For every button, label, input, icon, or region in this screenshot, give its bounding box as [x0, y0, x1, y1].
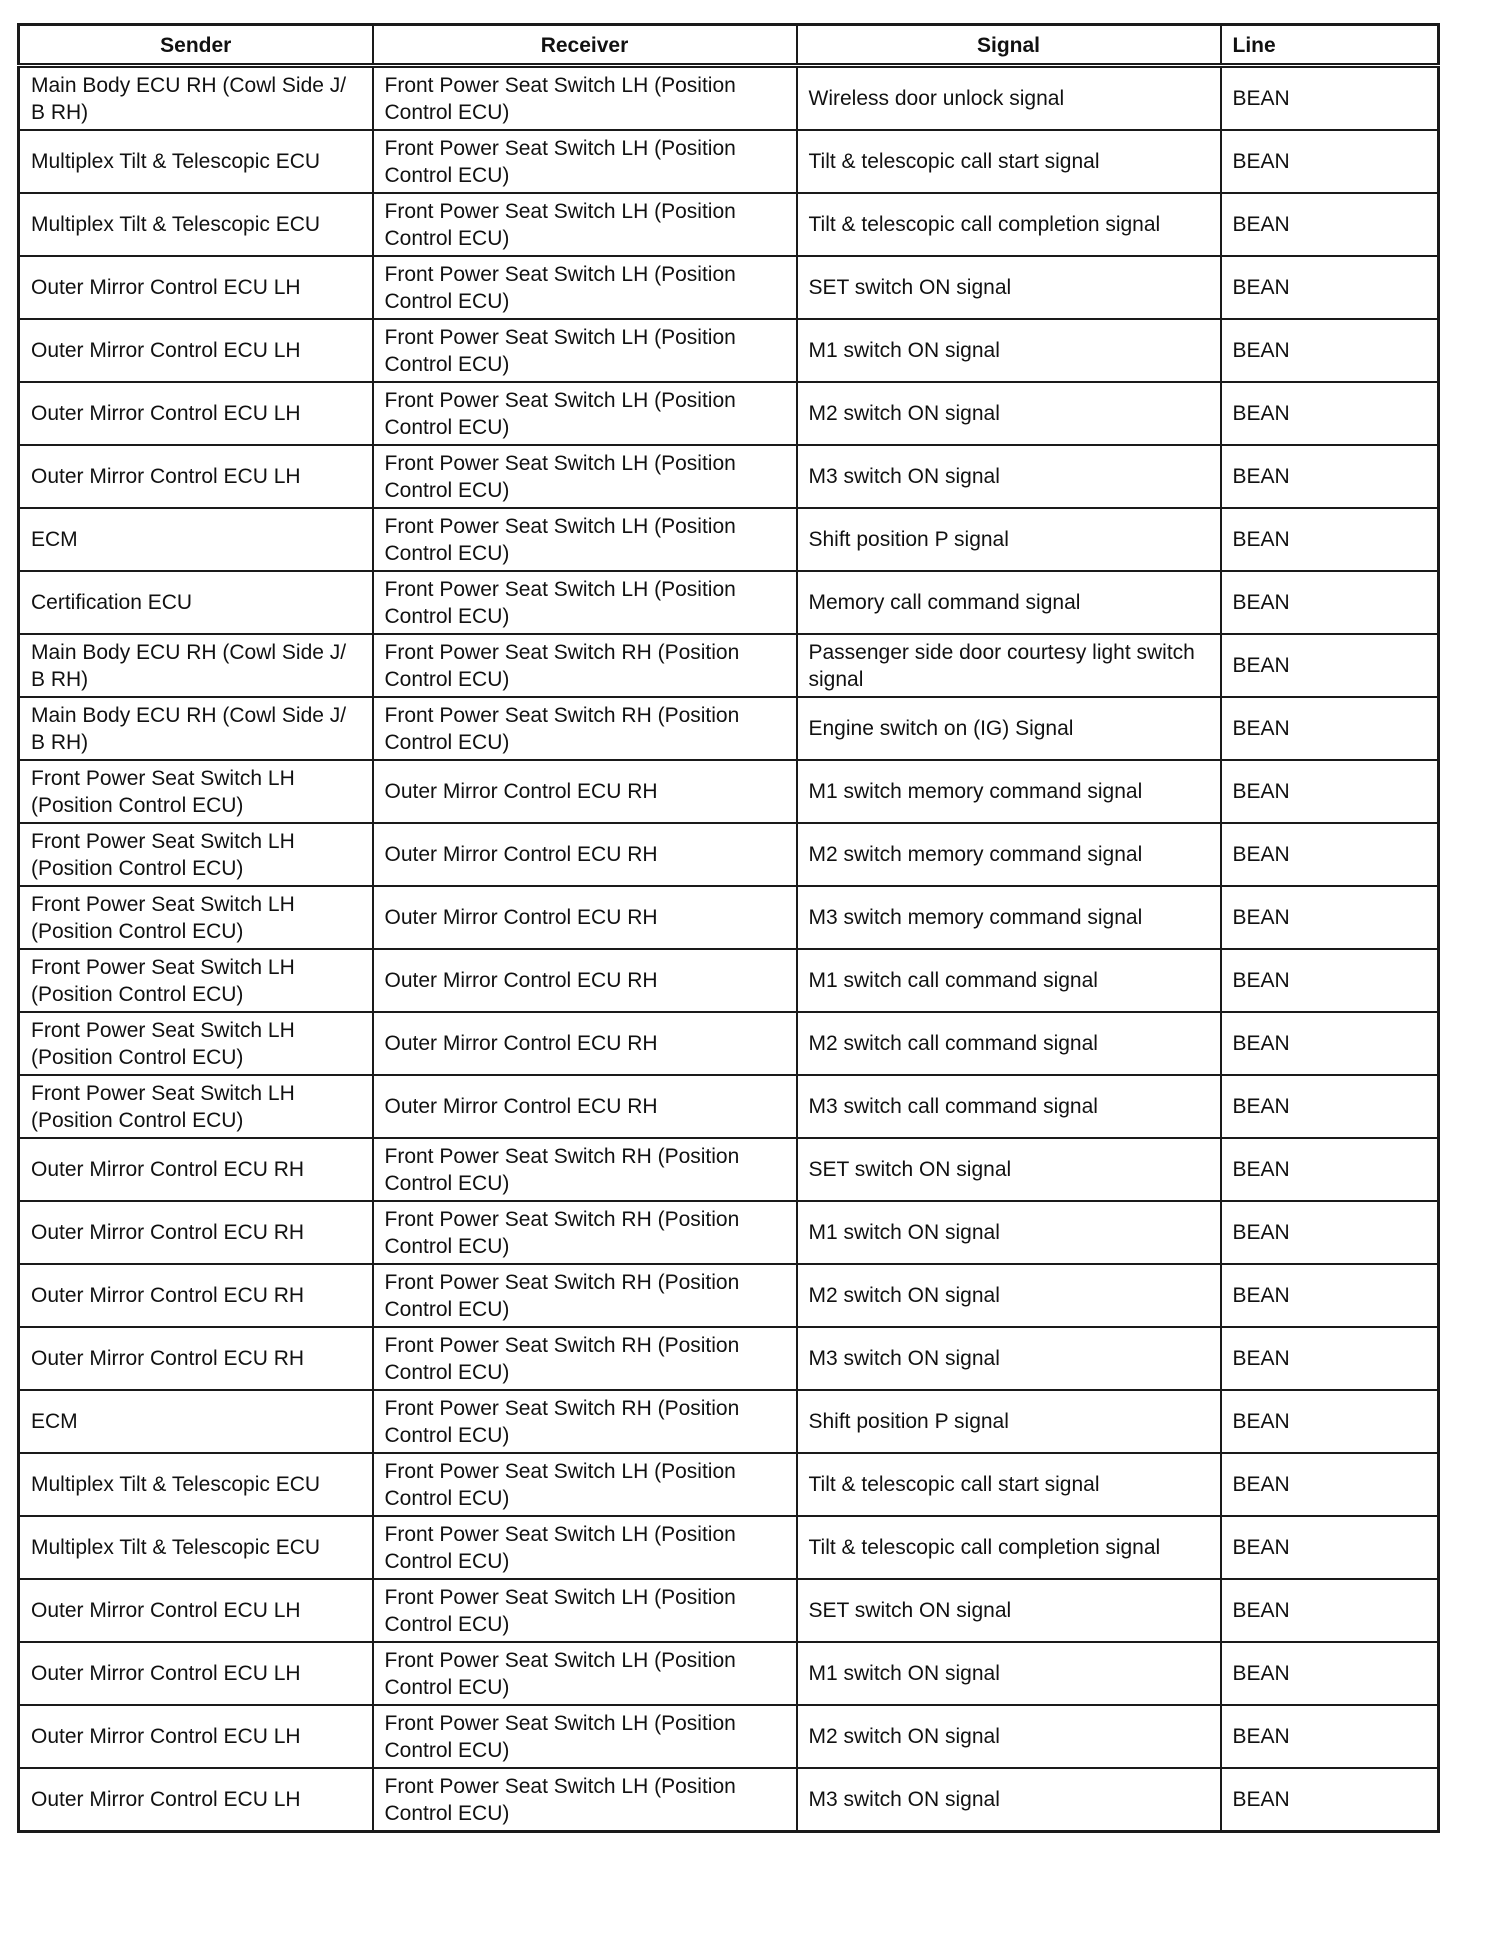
receiver-cell: Front Power Seat Switch LH (Position Control ECU)	[373, 66, 797, 131]
receiver-cell: Front Power Seat Switch LH (Position Control ECU)	[373, 571, 797, 634]
receiver-cell: Outer Mirror Control ECU RH	[373, 1012, 797, 1075]
table-row	[19, 1705, 1439, 1768]
header-line: Line	[1221, 25, 1439, 66]
sender-cell: Front Power Seat Switch LH (Position Control ECU)	[19, 949, 373, 1012]
table-row	[19, 508, 1439, 571]
signal-cell: M3 switch call command signal	[797, 1075, 1221, 1138]
table-row	[19, 1768, 1439, 1832]
line-cell: BEAN	[1221, 1705, 1439, 1768]
signal-cell: SET switch ON signal	[797, 256, 1221, 319]
table-row	[19, 445, 1439, 508]
line-cell: BEAN	[1221, 571, 1439, 634]
line-cell: BEAN	[1221, 1201, 1439, 1264]
receiver-cell: Front Power Seat Switch LH (Position Control ECU)	[373, 193, 797, 256]
table-row	[19, 886, 1439, 949]
receiver-cell: Outer Mirror Control ECU RH	[373, 760, 797, 823]
table-row	[19, 130, 1439, 193]
table-row	[19, 1453, 1439, 1516]
receiver-cell: Front Power Seat Switch LH (Position Control ECU)	[373, 1705, 797, 1768]
line-cell: BEAN	[1221, 1138, 1439, 1201]
signal-cell: SET switch ON signal	[797, 1579, 1221, 1642]
signal-cell: Wireless door unlock signal	[797, 66, 1221, 131]
sender-cell: Multiplex Tilt & Telescopic ECU	[19, 193, 373, 256]
sender-cell: ECM	[19, 1390, 373, 1453]
signal-cell: M1 switch ON signal	[797, 1642, 1221, 1705]
receiver-cell: Front Power Seat Switch RH (Position Control ECU)	[373, 634, 797, 697]
table-row	[19, 1138, 1439, 1201]
line-cell: BEAN	[1221, 130, 1439, 193]
line-cell: BEAN	[1221, 697, 1439, 760]
signal-cell: M3 switch ON signal	[797, 1768, 1221, 1832]
header-sender: Sender	[19, 25, 373, 66]
receiver-cell: Front Power Seat Switch LH (Position Control ECU)	[373, 1579, 797, 1642]
receiver-cell: Front Power Seat Switch LH (Position Control ECU)	[373, 508, 797, 571]
line-cell: BEAN	[1221, 1516, 1439, 1579]
table-row	[19, 1264, 1439, 1327]
signal-cell: Shift position P signal	[797, 1390, 1221, 1453]
signal-cell: Tilt & telescopic call start signal	[797, 130, 1221, 193]
table-row	[19, 1327, 1439, 1390]
receiver-cell: Front Power Seat Switch LH (Position Control ECU)	[373, 130, 797, 193]
line-cell: BEAN	[1221, 193, 1439, 256]
line-cell: BEAN	[1221, 1390, 1439, 1453]
sender-cell: Outer Mirror Control ECU LH	[19, 256, 373, 319]
table-row	[19, 1075, 1439, 1138]
line-cell: BEAN	[1221, 1579, 1439, 1642]
table-row	[19, 697, 1439, 760]
sender-cell: Front Power Seat Switch LH (Position Control ECU)	[19, 886, 373, 949]
receiver-cell: Front Power Seat Switch LH (Position Control ECU)	[373, 1768, 797, 1832]
signal-cell: M3 switch memory command signal	[797, 886, 1221, 949]
line-cell: BEAN	[1221, 508, 1439, 571]
line-cell: BEAN	[1221, 66, 1439, 131]
line-cell: BEAN	[1221, 319, 1439, 382]
header-signal: Signal	[797, 25, 1221, 66]
receiver-cell: Outer Mirror Control ECU RH	[373, 823, 797, 886]
signal-cell: Tilt & telescopic call completion signal	[797, 1516, 1221, 1579]
signal-cell: M2 switch ON signal	[797, 1264, 1221, 1327]
sender-cell: Certification ECU	[19, 571, 373, 634]
sender-cell: Outer Mirror Control ECU LH	[19, 1768, 373, 1832]
line-cell: BEAN	[1221, 1453, 1439, 1516]
signal-cell: M2 switch call command signal	[797, 1012, 1221, 1075]
sender-cell: Outer Mirror Control ECU RH	[19, 1327, 373, 1390]
receiver-cell: Front Power Seat Switch LH (Position Control ECU)	[373, 1516, 797, 1579]
table-body	[19, 66, 1439, 1832]
receiver-cell: Front Power Seat Switch RH (Position Control ECU)	[373, 1138, 797, 1201]
receiver-cell: Outer Mirror Control ECU RH	[373, 1075, 797, 1138]
sender-cell: Outer Mirror Control ECU LH	[19, 1705, 373, 1768]
receiver-cell: Front Power Seat Switch RH (Position Control ECU)	[373, 1201, 797, 1264]
sender-cell: Multiplex Tilt & Telescopic ECU	[19, 130, 373, 193]
header-receiver: Receiver	[373, 25, 797, 66]
sender-cell: Main Body ECU RH (Cowl Side J/ B RH)	[19, 697, 373, 760]
sender-cell: Multiplex Tilt & Telescopic ECU	[19, 1516, 373, 1579]
signal-cell: Tilt & telescopic call start signal	[797, 1453, 1221, 1516]
signal-cell: Memory call command signal	[797, 571, 1221, 634]
receiver-cell: Front Power Seat Switch LH (Position Control ECU)	[373, 319, 797, 382]
signal-cell: SET switch ON signal	[797, 1138, 1221, 1201]
receiver-cell: Front Power Seat Switch LH (Position Control ECU)	[373, 1453, 797, 1516]
line-cell: BEAN	[1221, 1327, 1439, 1390]
sender-cell: Outer Mirror Control ECU RH	[19, 1264, 373, 1327]
signal-cell: Passenger side door courtesy light switch signal	[797, 634, 1221, 697]
receiver-cell: Outer Mirror Control ECU RH	[373, 886, 797, 949]
sender-cell: Outer Mirror Control ECU LH	[19, 1579, 373, 1642]
table-row	[19, 1012, 1439, 1075]
receiver-cell: Outer Mirror Control ECU RH	[373, 949, 797, 1012]
table-row	[19, 1642, 1439, 1705]
sender-cell: Front Power Seat Switch LH (Position Control ECU)	[19, 1012, 373, 1075]
signal-table-container	[17, 23, 1437, 1833]
table-row	[19, 193, 1439, 256]
signal-cell: M2 switch ON signal	[797, 1705, 1221, 1768]
sender-cell: Outer Mirror Control ECU LH	[19, 382, 373, 445]
signal-cell: M1 switch ON signal	[797, 1201, 1221, 1264]
signal-cell: M1 switch memory command signal	[797, 760, 1221, 823]
line-cell: BEAN	[1221, 760, 1439, 823]
table-row	[19, 382, 1439, 445]
signal-cell: M2 switch ON signal	[797, 382, 1221, 445]
sender-cell: Main Body ECU RH (Cowl Side J/ B RH)	[19, 66, 373, 131]
line-cell: BEAN	[1221, 382, 1439, 445]
receiver-cell: Front Power Seat Switch LH (Position Control ECU)	[373, 256, 797, 319]
line-cell: BEAN	[1221, 1264, 1439, 1327]
line-cell: BEAN	[1221, 445, 1439, 508]
receiver-cell: Front Power Seat Switch LH (Position Control ECU)	[373, 1642, 797, 1705]
receiver-cell: Front Power Seat Switch RH (Position Control ECU)	[373, 1390, 797, 1453]
table-row	[19, 634, 1439, 697]
table-row	[19, 1516, 1439, 1579]
sender-cell: Front Power Seat Switch LH (Position Control ECU)	[19, 760, 373, 823]
table-row	[19, 256, 1439, 319]
sender-cell: Outer Mirror Control ECU RH	[19, 1201, 373, 1264]
communication-signal-table	[17, 23, 1440, 1833]
line-cell: BEAN	[1221, 1012, 1439, 1075]
table-row	[19, 823, 1439, 886]
sender-cell: Outer Mirror Control ECU LH	[19, 445, 373, 508]
table-row	[19, 1201, 1439, 1264]
signal-cell: M1 switch ON signal	[797, 319, 1221, 382]
receiver-cell: Front Power Seat Switch RH (Position Control ECU)	[373, 1264, 797, 1327]
sender-cell: Front Power Seat Switch LH (Position Control ECU)	[19, 1075, 373, 1138]
table-row	[19, 949, 1439, 1012]
signal-cell: Shift position P signal	[797, 508, 1221, 571]
table-header	[19, 25, 1439, 66]
sender-cell: Outer Mirror Control ECU LH	[19, 319, 373, 382]
line-cell: BEAN	[1221, 823, 1439, 886]
table-row	[19, 66, 1439, 131]
receiver-cell: Front Power Seat Switch LH (Position Control ECU)	[373, 445, 797, 508]
sender-cell: Front Power Seat Switch LH (Position Control ECU)	[19, 823, 373, 886]
signal-cell: M2 switch memory command signal	[797, 823, 1221, 886]
header-row	[19, 25, 1439, 66]
signal-cell: M1 switch call command signal	[797, 949, 1221, 1012]
line-cell: BEAN	[1221, 634, 1439, 697]
sender-cell: Outer Mirror Control ECU LH	[19, 1642, 373, 1705]
line-cell: BEAN	[1221, 886, 1439, 949]
table-row	[19, 760, 1439, 823]
sender-cell: Main Body ECU RH (Cowl Side J/ B RH)	[19, 634, 373, 697]
signal-cell: M3 switch ON signal	[797, 445, 1221, 508]
line-cell: BEAN	[1221, 1075, 1439, 1138]
table-row	[19, 319, 1439, 382]
sender-cell: Multiplex Tilt & Telescopic ECU	[19, 1453, 373, 1516]
sender-cell: ECM	[19, 508, 373, 571]
receiver-cell: Front Power Seat Switch RH (Position Control ECU)	[373, 697, 797, 760]
signal-cell: Engine switch on (IG) Signal	[797, 697, 1221, 760]
line-cell: BEAN	[1221, 1768, 1439, 1832]
line-cell: BEAN	[1221, 1642, 1439, 1705]
sender-cell: Outer Mirror Control ECU RH	[19, 1138, 373, 1201]
table-row	[19, 571, 1439, 634]
line-cell: BEAN	[1221, 256, 1439, 319]
receiver-cell: Front Power Seat Switch LH (Position Control ECU)	[373, 382, 797, 445]
receiver-cell: Front Power Seat Switch RH (Position Control ECU)	[373, 1327, 797, 1390]
signal-cell: Tilt & telescopic call completion signal	[797, 193, 1221, 256]
table-row	[19, 1390, 1439, 1453]
line-cell: BEAN	[1221, 949, 1439, 1012]
table-row	[19, 1579, 1439, 1642]
signal-cell: M3 switch ON signal	[797, 1327, 1221, 1390]
